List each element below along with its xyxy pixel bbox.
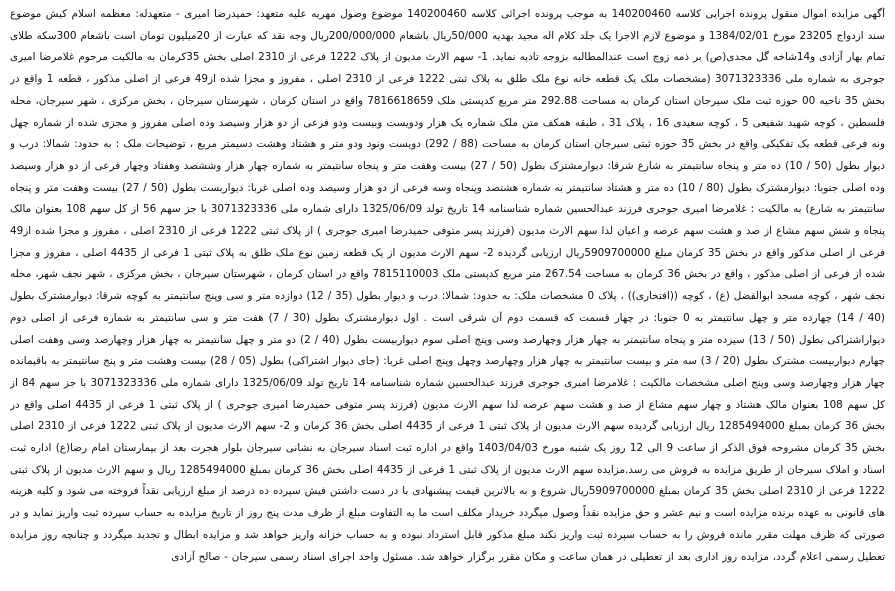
notice-text: آگهی مزایده اموال منقول پرونده اجرایی کلاسه 140200460 به موجب پرونده اجرائی کلاسه 140200460 موضوع وصول مهریه علیه متعهد: حمیدرضا امیری - متعهدله: معظمه اسلام کیش موضوع سند ازدواج 23205 مورخ 1384/02/01 و موضوع لازم الاجرا یک جلد کلام اله مجید بهدیه 50/000ریال باشعام 200/000/000ریال وجه نقد که عبارت از 20میلیون تومان است باشعام 300سکه طلای تمام بهار آزادی و14شاخه گل مجدی(ص) بر ذمه زوج است عندالمطالبه بزوجه تادیه نماید. 1- سهم الارث مدیون از پلاک 1222 فرعی از 2310 اصلی بخش 35کرمان به مالکیت مرحوم غلامرضا امیری جوجری به شماره ملی 3071323336 (مشخصات ملک یک قطعه خانه نوع ملک طلق به پلاک ثبتی 1222 فرعی از 2310 اصلی ، مفروز و مجزا شده از49 فرعی از اصلی مذکور ، قطعه 1 واقع در بخش 35 ناحیه 00 حوزه ثبت ملک سیرجان استان کرمان به مساحت 292.88 متر مربع کدپستی ملک 7816618659 واقع در استان کرمان ، شهرستان سیرجان ، بخش مرکزی ، شهر سیرجان، محله فلسطین ، کوچه شهید شفیعی 5 ، کوچه سعیدی 16 ، پلاک 31 ، طبقه همکف متن ملک شماره یک هزار ودویست وبیست ودو فرعی از دو هزار وسیصد وده اصلی مفروز و مجزی شده از شماره چهل ونه فرعی قطعه یک تفکیکی واقع در بخش 35 حوزه ثبتی سیرجان استان کرمان به مساحت (88 / 292) دویست ونود ودو متر و هشتاد وهشت دسیمتر مربع ، توضیحات ملک : به حدود: شمالا: درب و دیوار بطول (50 / 10) ده متر و پنجاه سانتیمتر به شارع شرقا: دیوارمشترک بطول (50 / 27) بیست وهفت متر و پنجاه سانتیمتر به شماره چهار هزار وششصد وهفتاد وچهار فرعی از دو هزار وسیصد وده اصلی جنوبا: دیوارمشترک بطول (80 / 10) ده متر و هشتاد سانتیمتر به شماره هشتصد وپنجاه وسه فرعی از دو هزار وسیصد وده اصلی غربا: دیواربست بطول (50 / 27) بیست وهفت متر و پنجاه سانتیمتر به شارع) به مالکیت : غلامرضا امیری جوجری فرزند عبدالحسین شماره شناسنامه 14 تاریخ تولد 1325/06/09 دارای شماره ملی 3071323336 با جز سهم 56 از کل سهم 108 بعنوان مالک پنجاه و شش سهم مشاع از صد و هشت سهم عرصه و اعیان لذا سهم الارث مدیون (فرزند پسر متوفی حمیدرضا امیری جوجری ) از پلاک ثبتی 1222 فرعی از 2310 اصلی ، مفروز و مجزا شده از49 فرعی از اصلی مذکور واقع در بخش 35 کرمان مبلغ 5909700000ریال ارزیابی گردیده 2- سهم الارث مدیون از یک قطعه زمین نوع ملک طلق به پلاک ثبتی 1 فرعی از 4435 اصلی ، مفروز و مجزا شده از فرعی از اصلی مذکور ، واقع در بخش 36 کرمان به مساحت 267.54 متر مربع کدپستی ملک 7815110003 واقع در استان کرمان ، شهرستان سیرجان ، بخش مرکزی ، شهر نجف شهر، محله نجف شهر ، کوچه مسجد ابوالفضل (ع) ، کوچه ((افتخاری)) ، پلاک 0 مشخصات ملک: به حدود: شمالا: درب و دیوار بطول (35 / 12) دوازده متر و سی وپنج سانتیمتر به کوچه شرقا: دیوارمشترک بطول (40 / 14) چهارده متر و چهل سانتیمتر به 0 جنوبا: در چهار قسمت که قسمت دوم آن شرقی است . اول دیوارمشترک بطول (30 / 7) هفت متر و سی سانتیمتر به شماره فرعی از اصلی دوم دیواراشتراکی بطول (50 / 13) سیزده متر و پنجاه سانتیمتر به چهار هزار وچهارصد وسی وپنج اصلی سوم دیواربیست بطول (40 / 2) دو متر و چهل سانتیمتر به چهار هزار وچهارصد وسی وهفت اصلی چهارم دیواربیست مشترک بطول (20 / 3) سه متر و بیست سانتیمتر به چهار هزار وچهارصد وچهل وپنج اصلی غربا: (جای دیوار اشتراکی) بطول (05 / 28) بیست وهشت متر و پنج سانتیمتر به باقیمانده چهار هزار وچهارصد وسی وپنج اصلی مشخصات مالکیت : غلامرضا امیری جوجری فرزند عبدالحسین شماره شناسنامه 14 تاریخ تولد 1325/06/09 دارای شماره ملی 3071323336 با جز سهم 84 از کل سهم 108 بعنوان مالک هشتاد و چهار سهم مشاع از صد و هشت سهم عرصه لذا سهم الارث مدیون (فرزند پسر متوفی حمیدرضا امیری جوجری ) از پلاک ثبتی 1 فرعی از 4435 اصلی واقع در بخش 36 کرمان بمبلغ 1285494000 ریال ارزیابی گردیده سهم الارث مدیون از پلاک ثبتی 1 فرعی از 4435 اصلی بخش 36 کرمان و 2- سهم الارث مدیون از پلاک ثبتی 1222 فرعی از 2310 اصلی بخش 35 کرمان مشروحه فوق الذکر از ساعت 9 الی 12 روز یک شنبه مورخ 1403/04/03 واقع در اداره ثبت اسناد سیرجان به نشانی سیرجان بلوار هجرت بعد از بیمارستان امام رضا(ع) اداره ثبت اسناد و املاک سیرجان از طریق مزایده به فروش می رسد.مزایده سهم الارث مدیون از پلاک ثبتی 1 فرعی از 4435 اصلی بخش 36 کرمان بمبلغ 1285494000 ریال و سهم الارث مدیون از پلاک ثبتی 1222 فرعی از 2310 اصلی بخش 35 کرمان بمبلغ 5909700000ریال شروع و به بالاترین قیمت پیشنهادی با در دست داشتن فیش سپرده ده درصد از مبلغ ارزیابی نقداً فروخته می شود و کلیه هزینه های قانونی به عهده برنده مزایده است و نیم عشر و حق مزایده نقداً وصول میگردد خریدار مکلف است ما به التفاوت مبلغ از ظرف مدت پنج روز از تاریخ مزایده به حساب سپرده ثبت واریز نماید و در صورتی که ظرف مهلت مقرر مانده فروش را به حساب سپرده ثبت واریز نکند مبلغ مذکور قابل استرداد نبوده و به حساب خزانه واریز خواهد شد و مزایده ابطال و تجدید میگردد و چنانچه روز مزایده تعطیل رسمی اعلام گردد، مزایده روز اداری بعد از تعطیلی در همان ساعت و مکان مقرر برگزار خواهد شد. مسئول واحد اجرای اسناد رسمی سیرجان - صالح آزادی [10, 8, 885, 563]
auction-notice [10, 4, 885, 587]
